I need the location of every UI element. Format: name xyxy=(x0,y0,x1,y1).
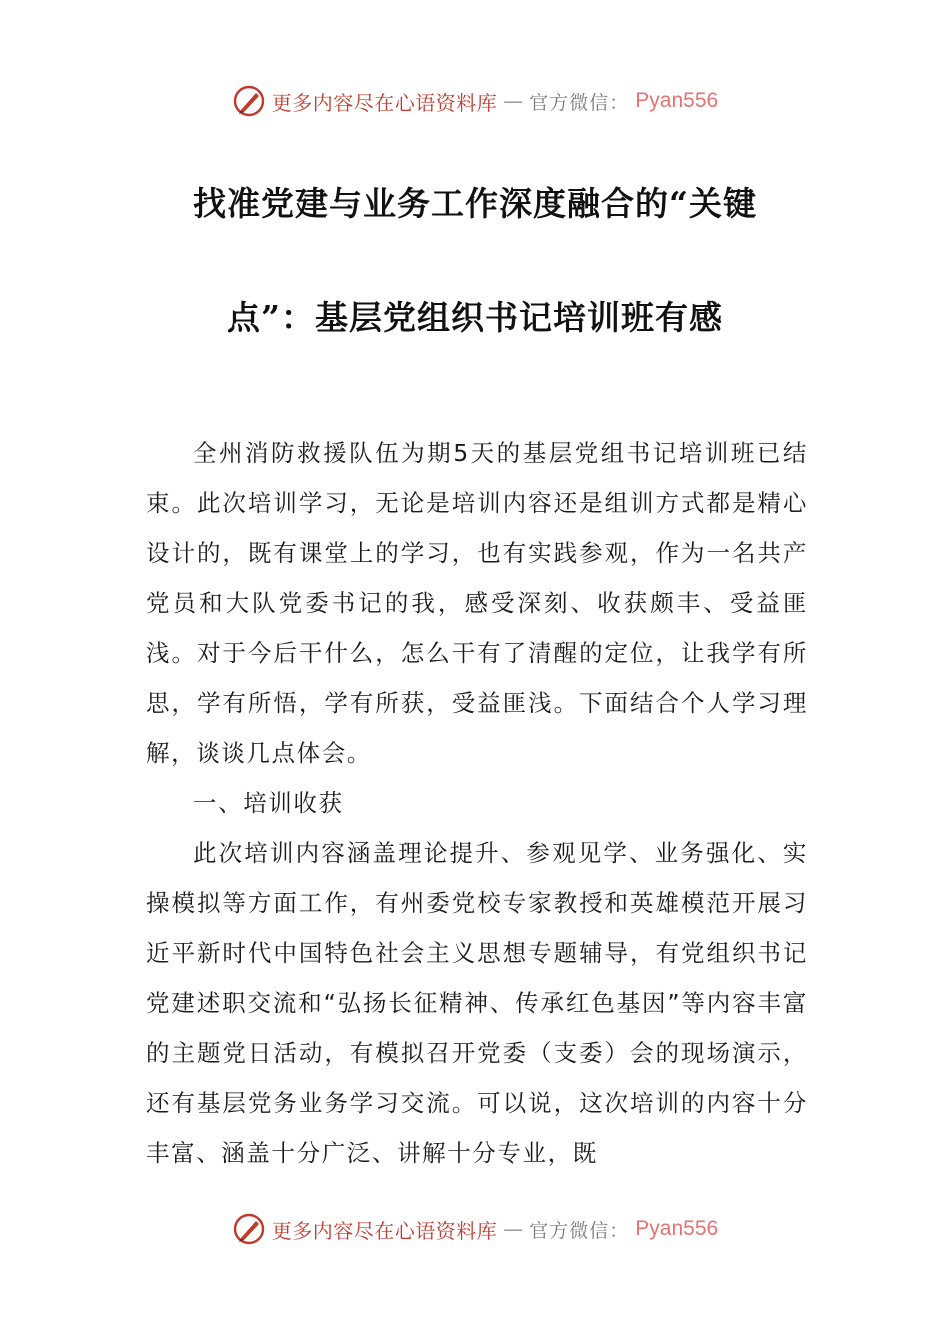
banner-wechat-id: Pyan556 xyxy=(635,89,719,112)
banner-wechat-label: 官方微信： xyxy=(529,1219,630,1242)
footer-banner xyxy=(0,1212,950,1246)
banner-separator: — xyxy=(503,89,524,113)
document-title-line-1: 找准党建与业务工作深度融合的“关键 xyxy=(193,184,757,223)
document-title-line-2: 点”：基层党组织书记培训班有感 xyxy=(227,298,723,337)
banner-wechat-id: Pyan556 xyxy=(635,1217,719,1240)
pen-circle-logo-icon xyxy=(232,1212,266,1246)
banner-brand-text: 更多内容尽在心语资料库 xyxy=(271,1218,498,1243)
body-paragraph: 全州消防救援队伍为期5天的基层党组书记培训班已结束。此次培训学习，无论是培训内容还是组训方式都是精心设计的，既有课堂上的学习，也有实践参观，作为一名共产党员和大队党委书记的我，感受深刻、收获颇丰、受益匪浅。对于今后干什么，怎么干有了清醒的定位，让我学有所思，学有所悟，学有所获，受益匪浅。下面结合个人学习理解，谈谈几点体会。 xyxy=(146,439,808,767)
pen-circle-logo-icon xyxy=(232,84,266,118)
section-heading: 一、培训收获 xyxy=(193,789,344,817)
body-paragraph: 此次培训内容涵盖理论提升、参观见学、业务强化、实操模拟等方面工作，有州委党校专家教授和英雄模范开展习近平新时代中国特色社会主义思想专题辅导，有党组织书记党建述职交流和“弘扬长征精神、传承红色基因”等内容丰富的主题党日活动，有模拟召开党委（支委）会的现场演示，还有基层党务业务学习交流。可以说，这次培训的内容十分丰富、涵盖十分广泛、讲解十分专业，既 xyxy=(146,839,808,1167)
banner-brand-text: 更多内容尽在心语资料库 xyxy=(271,90,498,115)
header-banner xyxy=(0,84,950,118)
document-body xyxy=(146,428,808,1178)
banner-wechat-label: 官方微信： xyxy=(529,91,630,114)
banner-separator: — xyxy=(503,1217,524,1241)
